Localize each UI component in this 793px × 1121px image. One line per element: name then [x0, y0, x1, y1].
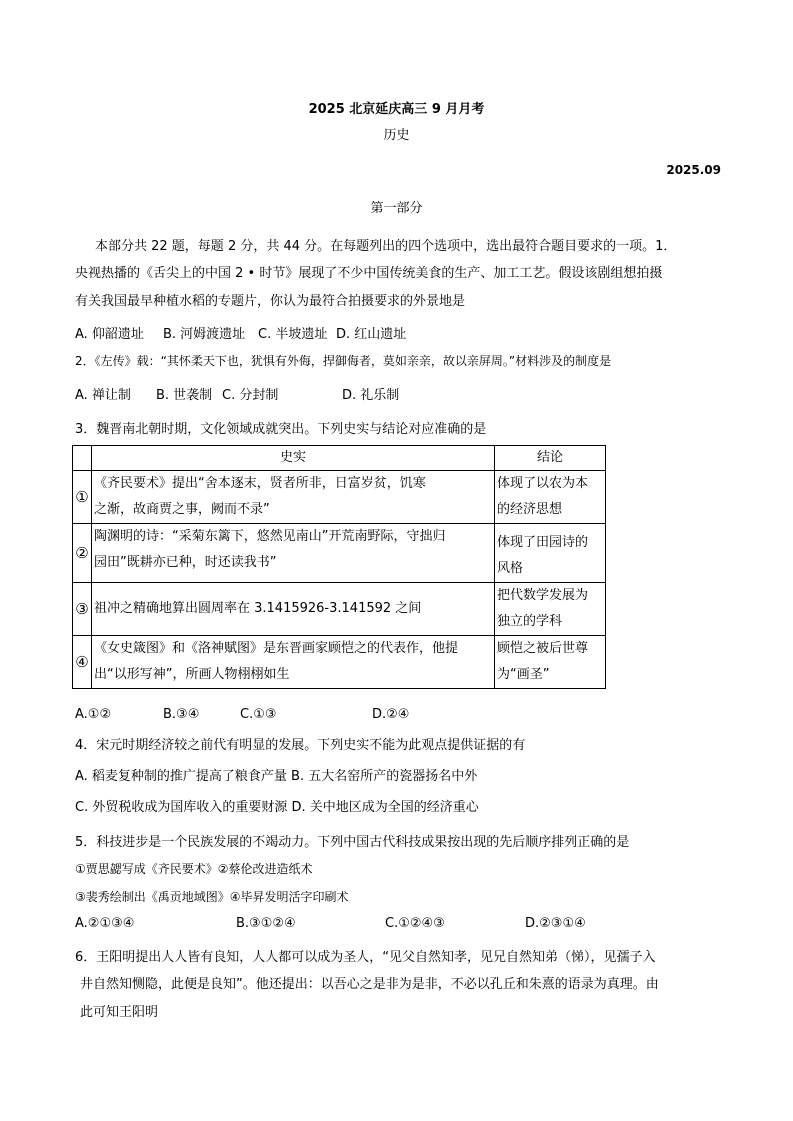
q6-line-1: 6．王阳明提出人人皆有良知，人人都可以成为圣人，“见父自然知孝，见兄自然知弟（悌），见孺子入 [75, 950, 656, 965]
exam-date: 2025.09 [666, 163, 721, 177]
q3-table [72, 445, 606, 689]
exam-subject: 历史 [383, 128, 410, 143]
q2-option-d: D. 礼乐制 [342, 388, 400, 403]
row-conclusion-line: 独立的学科 [497, 614, 563, 629]
q3-option-a: A.①② [75, 707, 112, 722]
part-heading: 第一部分 [370, 201, 423, 216]
q6-line-2: 井自然知恻隐，此便是良知”。他还提出：以吾心之是非为是非，不必以孔丘和朱熹的语录为真理。由 [80, 977, 659, 992]
q1-option-b: B. 河姆渡遗址 [163, 327, 246, 342]
q2-option-b: B. 世袭制 [156, 388, 213, 403]
row-conclusion [495, 524, 606, 583]
row-fact-line: 祖冲之精确地算出圆周率在 3.1415926-3.141592 之间 [94, 601, 422, 616]
row-fact [92, 471, 495, 524]
q3-option-b: B.③④ [163, 707, 200, 722]
q3-option-c: C.①③ [240, 707, 277, 722]
table-row [73, 636, 606, 689]
q5-option-b: B.③①②④ [236, 916, 296, 931]
q1-option-d: D. 红山遗址 [336, 327, 407, 342]
row-conclusion-line: 的经济思想 [497, 502, 563, 517]
q5-items-2: ③裴秀绘制出《禹贡地域图》④毕昇发明活字印刷术 [75, 890, 349, 904]
table-header-row [73, 446, 606, 471]
q4-options-cd: C. 外贸税收成为国库收入的重要财源 D. 关中地区成为全国的经济重心 [75, 800, 479, 815]
q5-items-1: ①贾思勰写成《齐民要术》②蔡伦改进造纸术 [75, 862, 313, 876]
row-number: ② [73, 524, 92, 583]
row-fact-line: 园田”既耕亦已种，时还读我书” [94, 555, 277, 570]
intro-line-2: 央视热播的《舌尖上的中国 2 • 时节》展现了不少中国传统美食的生产、加工工艺。假设该剧组想拍摄 [75, 266, 663, 281]
row-conclusion-line: 为“画圣” [497, 667, 550, 682]
row-conclusion [495, 636, 606, 689]
row-conclusion-line: 把代数学发展为 [497, 588, 589, 603]
row-conclusion [495, 471, 606, 524]
row-conclusion-line: 顾恺之被后世尊 [497, 641, 589, 656]
row-conclusion-line: 体现了以农为本 [497, 476, 589, 491]
table-row [73, 583, 606, 636]
table-row [73, 524, 606, 583]
q3-stem: 3．魏晋南北朝时期，文化领域成就突出。下列史实与结论对应准确的是 [75, 422, 487, 437]
row-conclusion [495, 583, 606, 636]
q4-stem: 4．宋元时期经济较之前代有明显的发展。下列史实不能为此观点提供证据的有 [75, 738, 526, 753]
row-fact [92, 524, 495, 583]
row-number: ④ [73, 636, 92, 689]
table-header-fact: 史实 [92, 446, 495, 471]
row-fact-line: 陶渊明的诗：“采菊东篱下，悠然见南山”开荒南野际，守拙归 [94, 529, 446, 544]
q5-option-d: D.②③①④ [525, 916, 586, 931]
row-conclusion-line: 风格 [497, 561, 524, 576]
q2-option-c: C. 分封制 [222, 388, 279, 403]
table-header-num [73, 446, 92, 471]
intro-line-1: 本部分共 22 题，每题 2 分，共 44 分。在每题列出的四个选项中，选出最符合题目要求的一项。1． [95, 239, 677, 254]
row-conclusion-line: 体现了田园诗的 [497, 535, 589, 550]
row-fact [92, 636, 495, 689]
row-number: ③ [73, 583, 92, 636]
row-fact-line: 出“以形写神”，所画人物栩栩如生 [94, 667, 290, 682]
intro-line-3: 有关我国最早种植水稻的专题片，你认为最符合拍摄要求的外景地是 [75, 294, 466, 309]
q1-option-c: C. 半坡遗址 [258, 327, 328, 342]
row-number: ① [73, 471, 92, 524]
q1-option-a: A. 仰韶遗址 [75, 327, 144, 342]
q5-option-c: C.①②④③ [385, 916, 445, 931]
exam-title: 2025 北京延庆高三 9 月月考 [308, 102, 485, 117]
q4-options-ab: A. 稻麦复种制的推广提高了粮食产量 B. 五大名窑所产的瓷器扬名中外 [75, 769, 478, 784]
table-header-conclusion: 结论 [495, 446, 606, 471]
q5-stem: 5．科技进步是一个民族发展的不竭动力。下列中国古代科技成果按出现的先后顺序排列正确的是 [75, 835, 630, 850]
q3-option-d: D.②④ [372, 707, 410, 722]
row-fact-line: 之渐，故商贾之事，阙而不录” [94, 502, 270, 517]
table-row [73, 471, 606, 524]
row-fact-line: 《齐民要术》提出“舍本逐末，贤者所非，日富岁贫，饥寒 [94, 476, 426, 491]
row-fact-line: 《女史箴图》和《洛神赋图》是东晋画家顾恺之的代表作，他提 [94, 641, 459, 656]
row-fact [92, 583, 495, 636]
q2-stem: 2．《左传》载：“其怀柔天下也，犹惧有外侮，捍御侮者，莫如亲亲，故以亲屏周。”材料涉及的制度是 [75, 354, 612, 368]
q6-line-3: 此可知王阳明 [80, 1005, 159, 1020]
q2-option-a: A. 禅让制 [75, 388, 131, 403]
q5-option-a: A.②①③④ [75, 916, 135, 931]
